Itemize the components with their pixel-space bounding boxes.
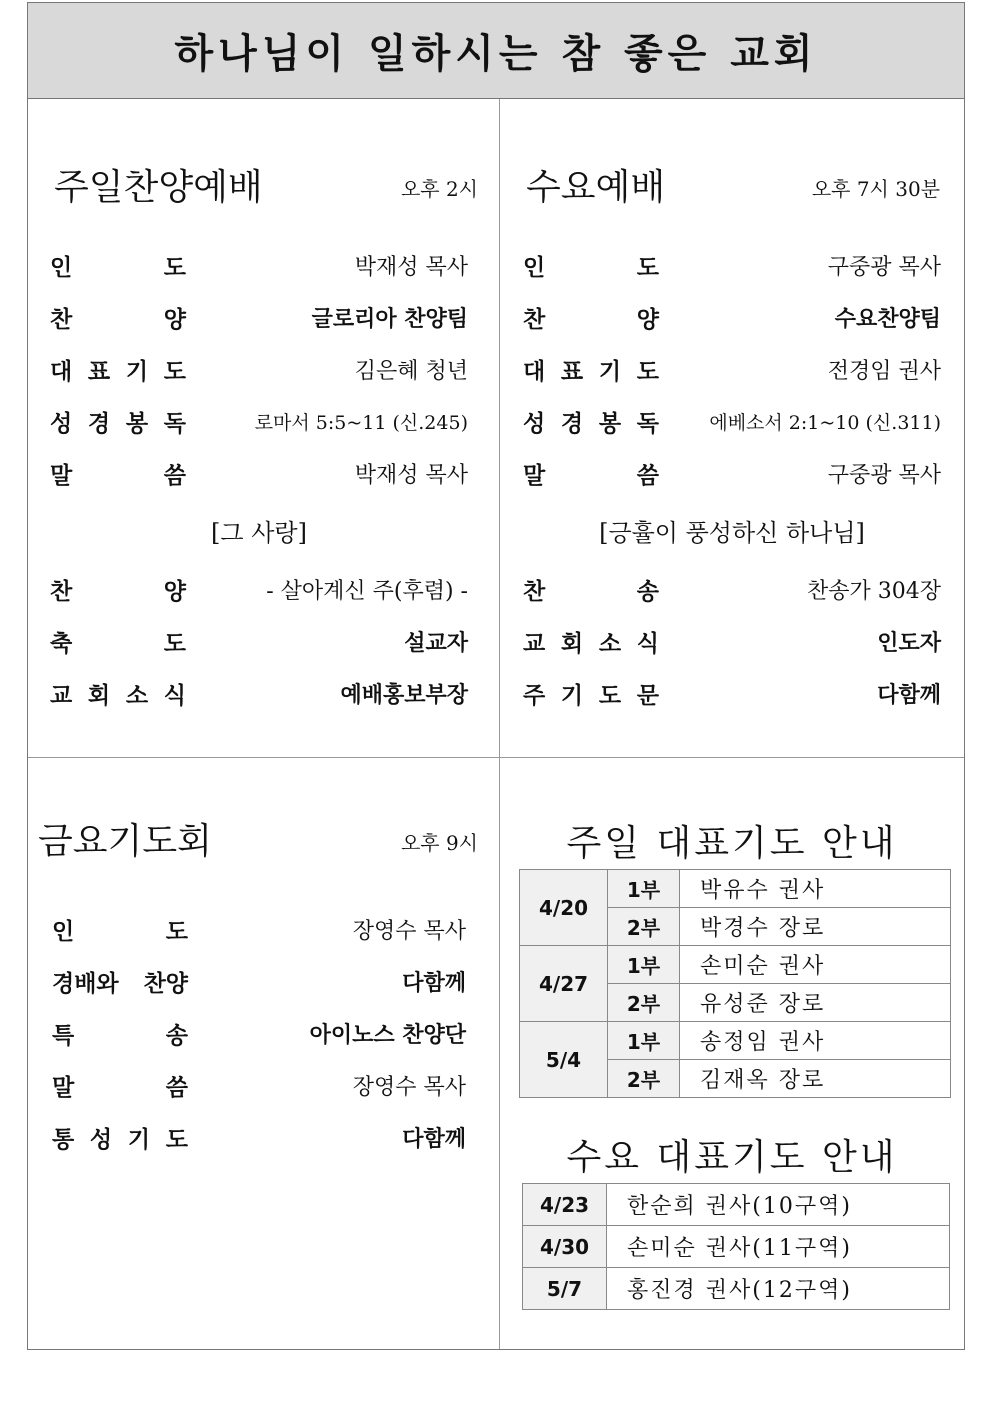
prayer-date: 5/4 (520, 1022, 608, 1098)
order-value: 김은혜 청년 (354, 358, 468, 384)
order-row (50, 349, 468, 389)
order-label: 성 경 봉 독 (523, 410, 659, 437)
wednesday-prayer-table (522, 1183, 950, 1310)
order-row (50, 621, 468, 661)
table-row (520, 870, 951, 908)
order-row (50, 453, 468, 493)
order-label: 경배와 찬양 (52, 970, 188, 997)
service-part: 2부 (608, 908, 680, 946)
order-label: 성 경 봉 독 (50, 410, 186, 437)
order-value: 박재성 목사 (354, 254, 468, 280)
sunday-prayer-table (519, 869, 951, 1098)
order-value: 구중광 목사 (827, 462, 941, 488)
order-row (50, 297, 468, 337)
sermon-title: [긍휼이 풍성하신 하나님] (599, 519, 865, 547)
order-label: 인 도 (50, 254, 186, 281)
prayer-leader: 박유수 권사 (680, 870, 951, 908)
section-time: 오후 9시 (400, 831, 478, 855)
prayer-date: 4/23 (523, 1184, 607, 1226)
bulletin-frame (27, 2, 965, 1350)
order-value: 구중광 목사 (827, 254, 941, 280)
order-label: 말 씀 (52, 1074, 188, 1101)
order-value: 다함께 (402, 1126, 466, 1152)
order-label: 찬 양 (523, 306, 659, 333)
order-row (523, 673, 941, 713)
order-value: 글로리아 찬양팀 (311, 306, 468, 332)
order-value: 전경임 권사 (827, 358, 941, 384)
order-value: 다함께 (877, 682, 941, 708)
service-part: 1부 (608, 946, 680, 984)
order-label: 찬 송 (523, 578, 659, 605)
order-row (52, 1065, 466, 1105)
table-row (523, 1268, 950, 1310)
order-label: 주 기 도 문 (523, 682, 659, 709)
prayer-leader: 송정임 권사 (680, 1022, 951, 1060)
prayer-date: 4/20 (520, 870, 608, 946)
order-value: 아이노스 찬양단 (309, 1022, 466, 1048)
order-value: 예배홍보부장 (340, 682, 468, 708)
order-value: 설교자 (404, 630, 468, 656)
order-label: 교 회 소 식 (523, 630, 659, 657)
order-value: 인도자 (877, 630, 941, 656)
order-label: 특 송 (52, 1022, 188, 1049)
order-label: 축 도 (50, 630, 186, 657)
order-row (52, 961, 466, 1001)
section-time: 오후 2시 (400, 177, 478, 201)
order-label: 교 회 소 식 (50, 682, 186, 709)
order-label: 통 성 기 도 (52, 1126, 188, 1153)
section-title: 금요기도회 (38, 821, 212, 862)
prayer-leader: 박경수 장로 (680, 908, 951, 946)
order-row (50, 245, 468, 285)
order-row (523, 401, 941, 441)
section-time: 오후 7시 30분 (811, 177, 940, 201)
page-title: 하나님이 일하시는 참 좋은 교회 (28, 3, 964, 99)
order-row (523, 453, 941, 493)
table-row (520, 946, 951, 984)
order-value: 다함께 (402, 970, 466, 996)
order-row (52, 1013, 466, 1053)
prayer-date: 5/7 (523, 1268, 607, 1310)
order-row (523, 245, 941, 285)
order-row (50, 569, 468, 609)
prayer-leader: 한순희 권사(10구역) (607, 1184, 950, 1226)
order-label: 대 표 기 도 (523, 358, 659, 385)
order-value: - 살아계신 주(후렴) - (266, 578, 468, 604)
order-row (50, 673, 468, 713)
wednesday-prayer-title: 수요 대표기도 안내 (566, 1137, 898, 1178)
order-row (52, 909, 466, 949)
order-value: 장영수 목사 (352, 1074, 466, 1100)
order-label: 찬 양 (50, 306, 186, 333)
sermon-title: [그 사랑] (211, 519, 307, 547)
table-row (523, 1184, 950, 1226)
order-value: 박재성 목사 (354, 462, 468, 488)
order-label: 인 도 (523, 254, 659, 281)
table-row (520, 1022, 951, 1060)
order-value: 찬송가 304장 (807, 578, 941, 604)
section-title: 수요예배 (526, 167, 666, 208)
order-label: 대 표 기 도 (50, 358, 186, 385)
prayer-date: 4/27 (520, 946, 608, 1022)
prayer-leader: 홍진경 권사(12구역) (607, 1268, 950, 1310)
service-part: 1부 (608, 1022, 680, 1060)
order-row (523, 569, 941, 609)
order-row (523, 621, 941, 661)
prayer-leader: 유성준 장로 (680, 984, 951, 1022)
order-label: 말 씀 (50, 462, 186, 489)
service-part: 2부 (608, 984, 680, 1022)
order-label: 인 도 (52, 918, 188, 945)
order-row (50, 401, 468, 441)
order-row (52, 1117, 466, 1157)
prayer-leader: 손미순 권사(11구역) (607, 1226, 950, 1268)
row-divider (28, 757, 964, 758)
order-value: 에베소서 2:1~10 (신.311) (709, 411, 941, 434)
order-value: 수요찬양팀 (834, 306, 941, 332)
order-label: 찬 양 (50, 578, 186, 605)
service-part: 1부 (608, 870, 680, 908)
order-value: 장영수 목사 (352, 918, 466, 944)
order-row (523, 349, 941, 389)
prayer-leader: 손미순 권사 (680, 946, 951, 984)
prayer-leader: 김재옥 장로 (680, 1060, 951, 1098)
prayer-date: 4/30 (523, 1226, 607, 1268)
order-label: 말 씀 (523, 462, 659, 489)
section-title: 주일찬양예배 (54, 167, 263, 208)
order-value: 로마서 5:5~11 (신.245) (254, 411, 468, 434)
table-row (523, 1226, 950, 1268)
service-part: 2부 (608, 1060, 680, 1098)
order-row (523, 297, 941, 337)
sunday-prayer-title: 주일 대표기도 안내 (566, 823, 898, 864)
